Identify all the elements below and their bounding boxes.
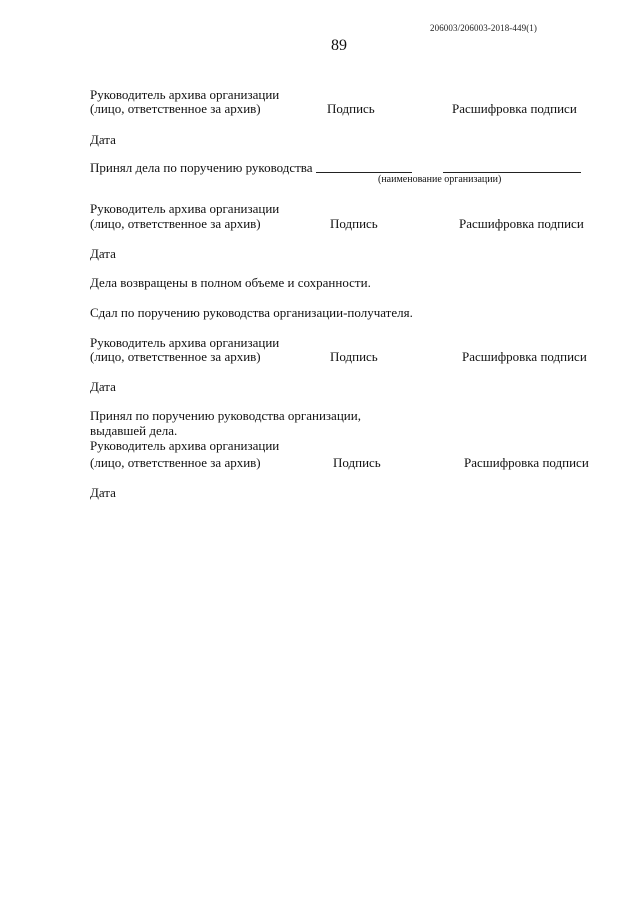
archive-head-subtitle: (лицо, ответственное за архив): [90, 349, 261, 364]
archive-head-title: Руководитель архива организации: [90, 201, 280, 216]
org-name-caption: (наименование организации): [378, 174, 502, 185]
org-name-line-right: [443, 172, 581, 173]
document-id: 206003/206003-2018-449(1): [430, 23, 537, 33]
date-label: Дата: [90, 246, 116, 261]
signature-decoding-label: Расшифровка подписи: [462, 349, 587, 364]
archive-head-subtitle: (лицо, ответственное за архив): [90, 216, 261, 231]
date-label: Дата: [90, 485, 116, 500]
signature-label: Подпись: [333, 455, 381, 470]
archive-head-title: Руководитель архива организации: [90, 438, 280, 453]
org-name-line-left: [316, 172, 412, 173]
accepted-issuer-text-cont: выдавшей дела.: [90, 423, 178, 438]
handed-over-text: Сдал по поручению руководства организации-получателя.: [90, 305, 413, 320]
signature-label: Подпись: [330, 349, 378, 364]
accepted-text: Принял дела по поручению руководства: [90, 160, 313, 175]
archive-head-title: Руководитель архива организации: [90, 87, 280, 102]
signature-decoding-label: Расшифровка подписи: [464, 455, 589, 470]
signature-label: Подпись: [330, 216, 378, 231]
returned-text: Дела возвращены в полном объеме и сохранности.: [90, 275, 371, 290]
archive-head-title: Руководитель архива организации: [90, 335, 280, 350]
accepted-issuer-text: Принял по поручению руководства организации,: [90, 408, 361, 423]
archive-head-subtitle: (лицо, ответственное за архив): [90, 455, 261, 470]
signature-decoding-label: Расшифровка подписи: [452, 101, 577, 116]
signature-decoding-label: Расшифровка подписи: [459, 216, 584, 231]
date-label: Дата: [90, 132, 116, 147]
page-number: 89: [331, 37, 347, 54]
date-label: Дата: [90, 379, 116, 394]
archive-head-subtitle: (лицо, ответственное за архив): [90, 101, 261, 116]
signature-label: Подпись: [327, 101, 375, 116]
